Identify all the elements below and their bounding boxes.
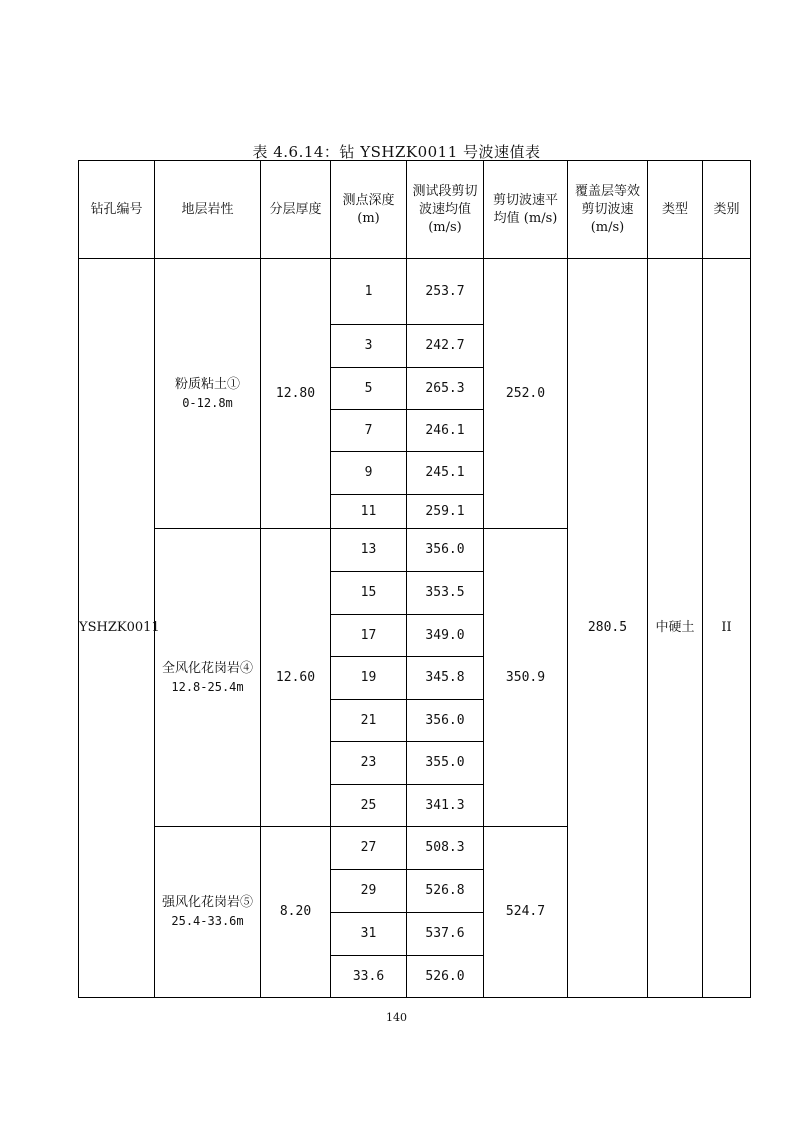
header-hole-id: 钻孔编号 [79, 161, 155, 259]
site-category-cell: II [703, 259, 751, 998]
vs-cell: 353.5 [407, 572, 484, 615]
header-depth-line2: (m) [357, 210, 380, 226]
wave-velocity-table [78, 160, 751, 998]
vs-cell: 345.8 [407, 657, 484, 700]
vs-cell: 246.1 [407, 410, 484, 452]
layer-lithology-cell [155, 827, 261, 998]
layer-thickness: 8.20 [261, 827, 331, 998]
header-segment-vs-line3: (m/s) [428, 219, 462, 235]
depth-cell: 11 [331, 495, 407, 529]
vs-cell: 508.3 [407, 827, 484, 870]
header-layer-vs-line2: 均值 (m/s) [493, 210, 558, 226]
layer-range: 0-12.8m [182, 395, 233, 410]
layer-thickness: 12.80 [261, 259, 331, 529]
vs-cell: 526.0 [407, 956, 484, 998]
header-depth-line1: 测点深度 [342, 192, 395, 208]
layer-thickness: 12.60 [261, 529, 331, 827]
depth-cell: 33.6 [331, 956, 407, 998]
depth-cell: 27 [331, 827, 407, 870]
header-cover-vs [568, 161, 648, 259]
depth-cell: 3 [331, 325, 407, 368]
page-number: 140 [386, 1011, 407, 1024]
layer-lithology-cell [155, 529, 261, 827]
header-segment-vs [407, 161, 484, 259]
depth-cell: 13 [331, 529, 407, 572]
layer-avg-vs: 524.7 [484, 827, 568, 998]
header-cover-vs-line2: 剪切波速 [581, 201, 634, 217]
vs-cell: 341.3 [407, 785, 484, 827]
header-category: 类别 [703, 161, 751, 259]
header-layer-vs [484, 161, 568, 259]
vs-cell: 259.1 [407, 495, 484, 529]
depth-cell: 31 [331, 913, 407, 956]
vs-cell: 265.3 [407, 368, 484, 410]
vs-cell: 356.0 [407, 700, 484, 742]
header-layer-vs-line1: 剪切波速平 [492, 192, 558, 208]
vs-cell: 245.1 [407, 452, 484, 495]
header-cover-vs-line3: (m/s) [590, 219, 625, 235]
header-depth [331, 161, 407, 259]
table-row [79, 259, 751, 325]
vs-cell: 356.0 [407, 529, 484, 572]
vs-cell: 242.7 [407, 325, 484, 368]
header-row [79, 161, 751, 259]
header-segment-vs-line2: 波速均值 [418, 201, 471, 217]
depth-cell: 7 [331, 410, 407, 452]
layer-range: 12.8-25.4m [171, 679, 244, 694]
depth-cell: 29 [331, 870, 407, 913]
depth-cell: 1 [331, 259, 407, 325]
depth-cell: 17 [331, 615, 407, 657]
layer-avg-vs: 252.0 [484, 259, 568, 529]
depth-cell: 5 [331, 368, 407, 410]
depth-cell: 25 [331, 785, 407, 827]
layer-avg-vs: 350.9 [484, 529, 568, 827]
depth-cell: 19 [331, 657, 407, 700]
layer-name: 强风化花岗岩⑤ [161, 895, 253, 910]
layer-lithology-cell [155, 259, 261, 529]
depth-cell: 23 [331, 742, 407, 785]
vs-cell: 526.8 [407, 870, 484, 913]
vs-cell: 537.6 [407, 913, 484, 956]
vs-cell: 349.0 [407, 615, 484, 657]
header-segment-vs-line1: 测试段剪切 [412, 183, 478, 199]
header-thickness: 分层厚度 [261, 161, 331, 259]
soil-type-cell: 中硬土 [648, 259, 703, 998]
header-lithology: 地层岩性 [155, 161, 261, 259]
cover-vs-cell: 280.5 [568, 259, 648, 998]
table-title: 表 4.6.14：钻 YSHZK0011 号波速值表 [252, 143, 541, 161]
depth-cell: 21 [331, 700, 407, 742]
depth-cell: 15 [331, 572, 407, 615]
vs-cell: 355.0 [407, 742, 484, 785]
header-type: 类型 [648, 161, 703, 259]
header-cover-vs-line1: 覆盖层等效 [574, 183, 640, 199]
vs-cell: 253.7 [407, 259, 484, 325]
depth-cell: 9 [331, 452, 407, 495]
hole-id-cell: YSHZK0011 [79, 259, 155, 998]
layer-name: 全风化花岗岩④ [161, 660, 253, 676]
layer-range: 25.4-33.6m [171, 914, 244, 928]
layer-name: 粉质粘土① [174, 376, 240, 392]
